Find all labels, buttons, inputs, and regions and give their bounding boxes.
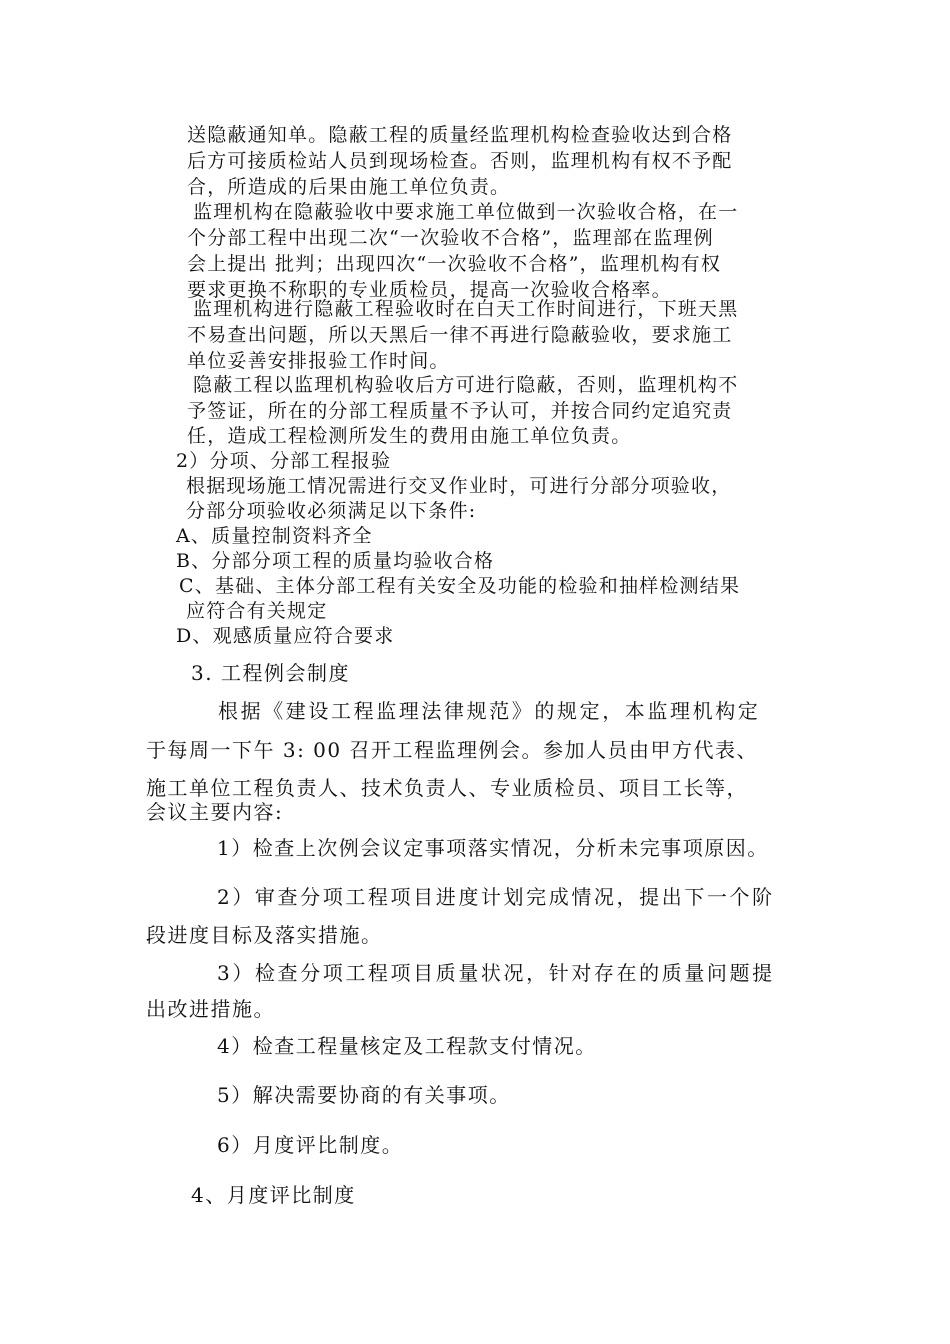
section-heading: 4、月度评比制度 bbox=[191, 1183, 356, 1207]
text-line: 不易查出问题，所以天黑后一律不再进行隐蔽验收，要求施工 bbox=[187, 324, 733, 346]
list-item: 2）审查分项工程项目进度计划完成情况，提出下一个阶 bbox=[217, 885, 775, 909]
section-heading: 3. 工程例会制度 bbox=[191, 661, 350, 685]
text-line: 监理机构在隐蔽验收中要求施工单位做到一次验收合格，在一 bbox=[193, 201, 739, 223]
condition-item: D、观感质量应符合要求 bbox=[176, 625, 395, 647]
text-line: 后方可接质检站人员到现场检查。否则，监理机构有权不予配 bbox=[187, 150, 733, 172]
text-line: 根据现场施工情况需进行交叉作业时，可进行分部分项验收， bbox=[186, 475, 732, 497]
list-item: 3）检查分项工程项目质量状况，针对存在的质量问题提 bbox=[217, 961, 775, 985]
list-item: 1）检查上次例会议定事项落实情况，分析未完事项原因。 bbox=[217, 836, 769, 860]
text-line: 要求更换不称职的专业质检员，提高一次验收合格率。 bbox=[187, 279, 672, 301]
text-line: 监理机构进行隐蔽工程验收时在白天工作时间进行，下班天黑 bbox=[193, 298, 739, 320]
condition-item: A、质量控制资料齐全 bbox=[176, 525, 373, 547]
text-line: 予签证，所在的分部工程质量不予认可，并按合同约定追究责 bbox=[187, 400, 733, 422]
condition-item: C、基础、主体分部工程有关安全及功能的检验和抽样检测结果 bbox=[179, 575, 741, 597]
list-item: 出改进措施。 bbox=[146, 997, 275, 1021]
list-item: 5）解决需要协商的有关事项。 bbox=[217, 1083, 511, 1107]
text-line: 会议主要内容: bbox=[146, 800, 284, 824]
sub-heading: 2）分项、分部工程报验 bbox=[176, 450, 392, 472]
text-line: 合，所造成的后果由施工单位负责。 bbox=[187, 176, 511, 198]
condition-item: 应符合有关规定 bbox=[186, 600, 328, 622]
text-line: 施工单位工程负责人、技术负责人、专业质检员、项目工长等， bbox=[146, 776, 748, 800]
text-line: 单位妥善安排报验工作时间。 bbox=[187, 350, 450, 372]
list-item: 段进度目标及落实措施。 bbox=[146, 923, 383, 947]
list-item: 6）月度评比制度。 bbox=[217, 1133, 404, 1157]
text-line: 于每周一下午 3: 00 召开工程监理例会。参加人员由甲方代表、 bbox=[146, 738, 758, 762]
condition-item: B、分部分项工程的质量均验收合格 bbox=[176, 550, 495, 572]
text-line: 送隐蔽通知单。隐蔽工程的质量经监理机构检查验收达到合格 bbox=[187, 124, 733, 146]
text-line: 任，造成工程检测所发生的费用由施工单位负责。 bbox=[187, 425, 632, 447]
text-line: 会上提出 批判；出现四次“一次验收不合格”，监理机构有权 bbox=[187, 253, 722, 275]
text-line: 根据《建设工程监理法律规范》的规定，本监理机构定 bbox=[218, 699, 761, 723]
list-item: 4）检查工程量核定及工程款支付情况。 bbox=[217, 1034, 597, 1058]
text-line: 分部分项验收必须满足以下条件: bbox=[186, 500, 477, 522]
text-line: 个分部工程中出现二次“一次验收不合格”，监理部在监理例 bbox=[187, 227, 714, 249]
text-line: 隐蔽工程以监理机构验收后方可进行隐蔽，否则，监理机构不 bbox=[193, 374, 739, 396]
